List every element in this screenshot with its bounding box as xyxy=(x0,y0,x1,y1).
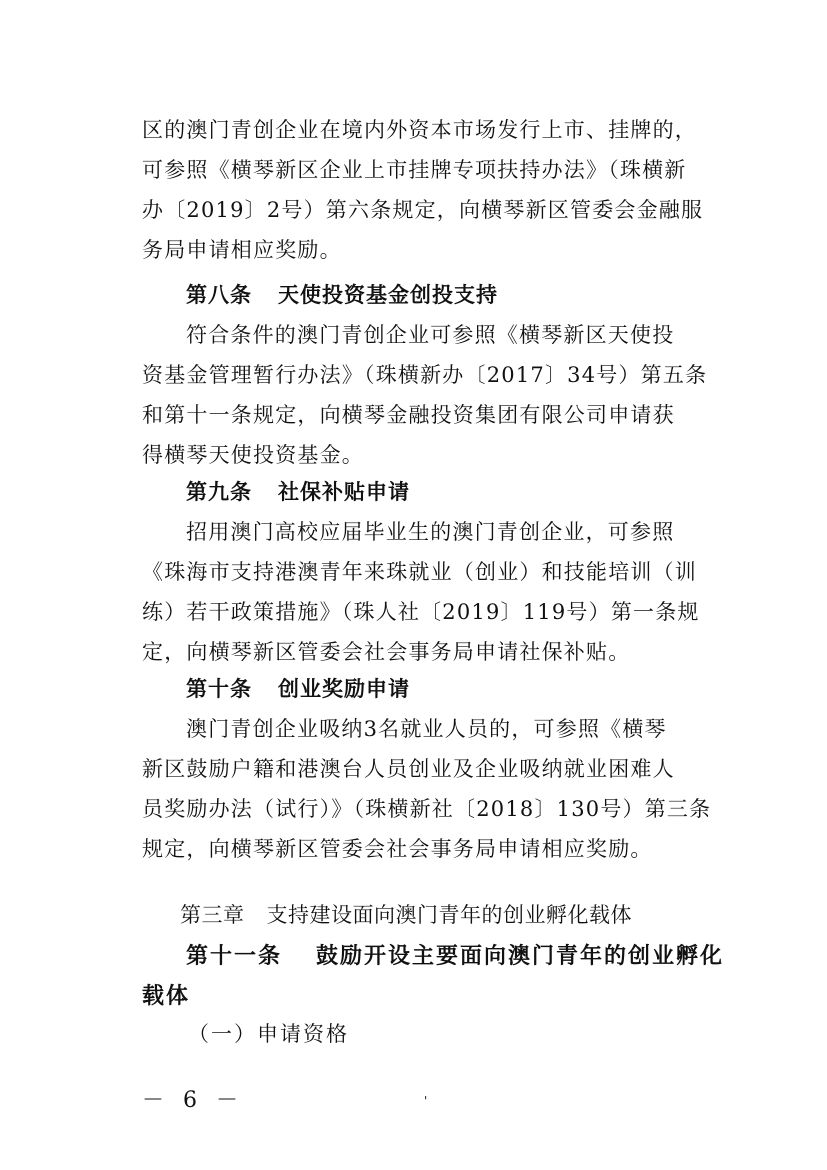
chapter-title: 支持建设面向澳门青年的创业孵化载体 xyxy=(266,903,632,927)
paragraph-line: 务局申请相应奖励。 xyxy=(142,238,342,262)
paragraph-line: 新区鼓励户籍和港澳台人员创业及企业吸纳就业困难人 xyxy=(142,757,675,781)
chapter-number: 第三章 xyxy=(180,903,245,927)
paragraph-line: 定，向横琴新区管委会社会事务局申请社保补贴。 xyxy=(142,640,631,664)
paragraph-line: 员奖励办法（试行）》（珠横新社〔2018〕130号）第三条 xyxy=(142,797,712,821)
paragraph-line: 办〔2019〕2号）第六条规定，向横琴新区管委会金融服 xyxy=(142,198,704,222)
paragraph-line: 可参照《横琴新区企业上市挂牌专项扶持办法》（珠横新 xyxy=(142,158,687,182)
article-number: 第十一条 xyxy=(186,944,283,969)
paragraph-line: 得横琴天使投资基金。 xyxy=(142,443,364,467)
article-10-heading xyxy=(186,670,686,708)
article-9-heading xyxy=(186,473,686,511)
article-title: 鼓励开设主要面向澳门青年的创业孵化 xyxy=(316,944,725,969)
paragraph-line: 练）若干政策措施》（珠人社〔2019〕119号）第一条规 xyxy=(142,600,700,624)
paragraph-line: 规定，向横琴新区管委会社会事务局申请相应奖励。 xyxy=(142,837,653,861)
paragraph-line: 澳门青创企业吸纳3名就业人员的，可参照《横琴 xyxy=(186,717,667,741)
subsection-heading: （一）申请资格 xyxy=(188,1022,349,1046)
article-11-heading-cont: 载体 xyxy=(142,984,191,1009)
paragraph-line: 招用澳门高校应届毕业生的澳门青创企业，可参照 xyxy=(186,520,675,544)
paragraph-line: 符合条件的澳门青创企业可参照《横琴新区天使投 xyxy=(186,323,675,347)
footer-mark: ' xyxy=(424,1094,428,1108)
paragraph-line: 《珠海市支持港澳青年来珠就业（创业）和技能培训（训 xyxy=(142,560,697,584)
article-11-heading xyxy=(186,937,724,977)
paragraph-line: 资基金管理暂行办法》（珠横新办〔2017〕34号）第五条 xyxy=(142,363,708,387)
article-title: 天使投资基金创投支持 xyxy=(278,283,498,307)
chapter-3-heading xyxy=(180,896,632,934)
article-title: 创业奖励申请 xyxy=(278,677,410,701)
article-8-heading xyxy=(186,276,686,314)
page-number: － 6 － xyxy=(142,1088,244,1113)
article-number: 第十条 xyxy=(186,677,252,701)
paragraph-line: 和第十一条规定，向横琴金融投资集团有限公司申请获 xyxy=(142,403,675,427)
paragraph-line: 区的澳门青创企业在境内外资本市场发行上市、挂牌的， xyxy=(142,118,697,142)
article-title: 社保补贴申请 xyxy=(278,480,410,504)
article-number: 第八条 xyxy=(186,283,252,307)
article-number: 第九条 xyxy=(186,480,252,504)
